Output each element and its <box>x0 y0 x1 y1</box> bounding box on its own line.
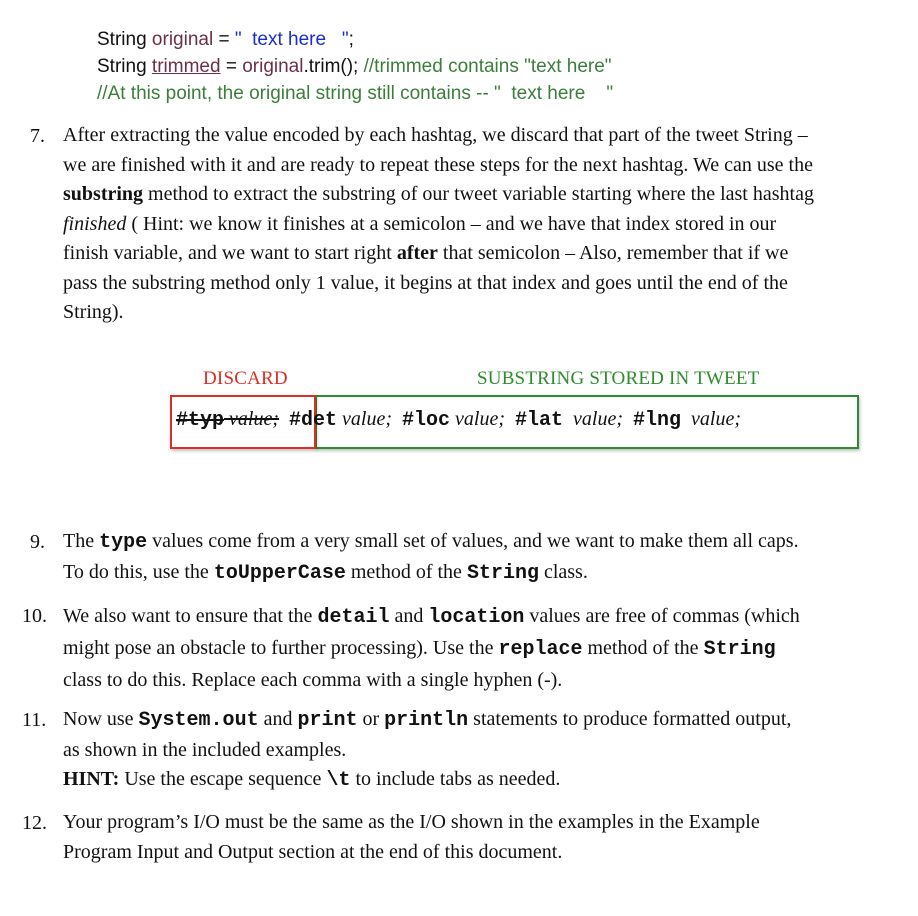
text-line: String). <box>63 301 124 323</box>
hashtag: #lat <box>515 409 564 432</box>
text-span: Use the escape sequence <box>119 768 327 790</box>
code-term: System.out <box>138 709 259 732</box>
hashtag-value: value; <box>563 408 623 430</box>
code-variable: original <box>242 56 304 77</box>
text-line: Program Input and Output section at the end of this document. <box>63 840 563 863</box>
text-line: class to do this. Replace each comma with a single hyphen (-). <box>63 669 563 691</box>
text-span: or <box>357 708 385 730</box>
code-comment: //At this point, the original string still contains -- " text here " <box>97 83 614 104</box>
item-10-text <box>63 601 908 696</box>
text-span: that semicolon – Also, remember that if we <box>437 242 789 264</box>
item-7-text <box>63 121 903 328</box>
code-operator: = <box>220 56 243 77</box>
text-span: might pose an obstacle to further processing). Use the <box>63 637 499 659</box>
text-span: statements to produce formatted output, <box>468 708 792 730</box>
code-term: location <box>428 606 525 629</box>
item-number: 12. <box>22 812 47 834</box>
hashtag-value: value; <box>224 408 279 430</box>
code-term: String <box>703 638 776 661</box>
code-semicolon: ; <box>348 29 354 50</box>
code-string: " text here " <box>234 29 349 50</box>
discard-label: DISCARD <box>203 368 288 389</box>
hashtag-value: value; <box>681 408 741 430</box>
code-variable: trimmed <box>151 56 221 77</box>
code-term: replace <box>498 638 583 661</box>
code-term: toUpperCase <box>213 561 346 585</box>
code-line-1 <box>97 29 354 51</box>
code-term: String <box>466 561 539 585</box>
text-span: and <box>389 605 429 627</box>
item-11-text <box>63 705 908 796</box>
hint-label: HINT: <box>63 768 120 790</box>
item-number: 9. <box>30 531 45 553</box>
text-span: To do this, use the <box>63 560 214 583</box>
hashtag: #lng <box>633 409 682 432</box>
text-line <box>63 558 903 589</box>
hashtag-value: value; <box>337 408 392 430</box>
text-span: values come from a very small set of values, and we want to make them all caps. <box>147 530 799 552</box>
discarded-segment <box>176 408 279 430</box>
item-12-text <box>63 808 908 867</box>
code-term: print <box>297 709 358 732</box>
text-line <box>63 601 908 633</box>
hashtag: #det <box>289 409 338 432</box>
text-span: finish variable, and we want to start right <box>63 242 397 264</box>
text-line <box>63 527 903 558</box>
text-line: as shown in the included examples. <box>63 738 347 761</box>
text-line: After extracting the value encoded by each hashtag, we discard that part of the tweet String – <box>63 124 808 146</box>
substring-label: SUBSTRING STORED IN TWEET <box>477 368 760 389</box>
code-term: type <box>99 531 148 554</box>
text-span: class. <box>538 560 588 583</box>
item-9-text <box>63 527 903 588</box>
text-span: ( Hint: we know it finishes at a semicolon – and we have that index stored in our <box>126 212 777 235</box>
code-keyword: String <box>97 29 152 50</box>
text-span: and <box>258 708 298 730</box>
text-span: method of the <box>582 637 704 659</box>
text-line <box>63 705 908 736</box>
code-comment: //trimmed contains "text here" <box>363 56 612 77</box>
tweet-string <box>176 408 741 432</box>
item-number: 7. <box>30 125 45 147</box>
code-call: .trim(); <box>303 56 364 77</box>
code-line-3 <box>97 83 613 105</box>
code-keyword: String <box>97 56 152 77</box>
code-term: \t <box>326 769 351 792</box>
code-term: detail <box>317 606 390 629</box>
text-line <box>63 210 903 240</box>
bold-term: after <box>396 242 438 264</box>
hashtag: #typ <box>176 409 225 432</box>
code-line-2 <box>97 56 612 78</box>
text-span: method to extract the substring of our tweet variable starting where the last hashtag <box>143 183 814 205</box>
code-term: println <box>384 709 469 732</box>
text-line: Your program’s I/O must be the same as the I/O shown in the examples in the Example <box>63 811 760 833</box>
code-variable: original <box>151 29 214 50</box>
item-number: 10. <box>22 605 47 627</box>
text-line <box>63 765 908 796</box>
text-line <box>63 633 908 665</box>
text-span: We also want to ensure that the <box>63 605 318 627</box>
item-number: 11. <box>22 709 47 731</box>
text-span: Now use <box>63 708 139 730</box>
text-line: we are finished with it and are ready to repeat these steps for the next hashtag. We can use the <box>63 153 813 176</box>
text-span: to include tabs as needed. <box>350 768 561 790</box>
text-span: values are free of commas (which <box>524 605 800 627</box>
text-line: pass the substring method only 1 value, it begins at that index and goes until the end of the <box>63 271 788 294</box>
text-span: The <box>63 530 100 552</box>
text-line <box>63 239 903 269</box>
italic-term: finished <box>63 212 127 235</box>
code-operator: = <box>213 29 235 50</box>
text-span: method of the <box>345 560 467 583</box>
text-line <box>63 180 903 210</box>
hashtag: #loc <box>402 409 451 432</box>
hashtag-value: value; <box>450 408 505 430</box>
bold-term: substring <box>63 183 144 205</box>
